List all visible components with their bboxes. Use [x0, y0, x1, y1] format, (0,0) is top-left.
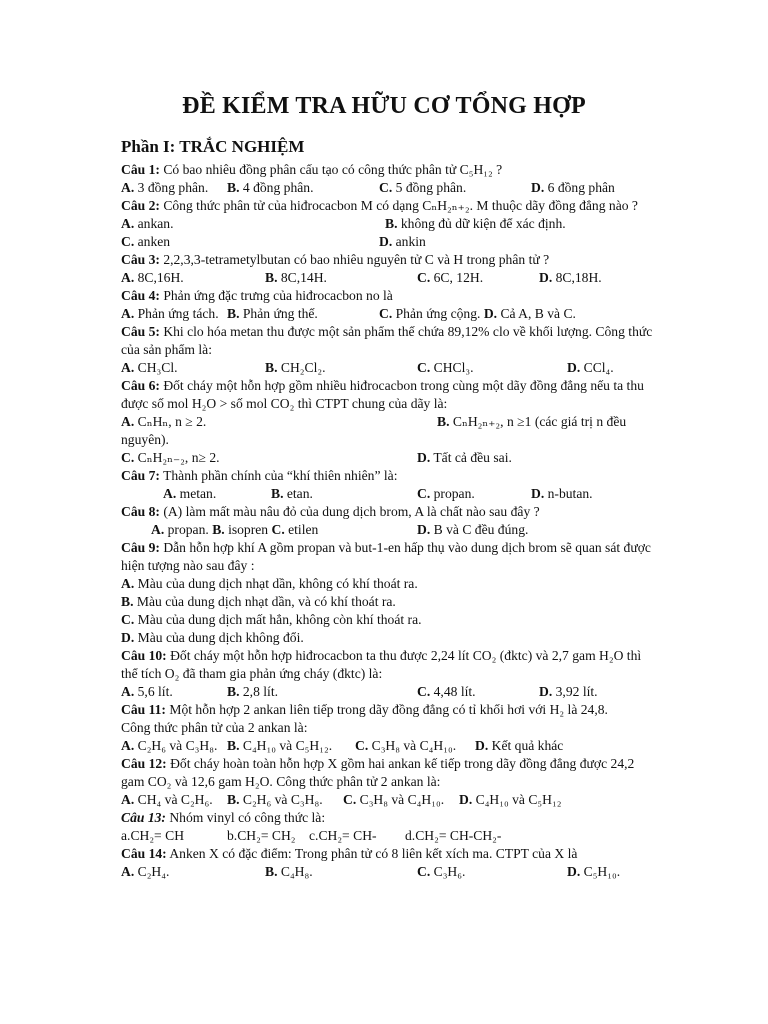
question-5: Câu 5: Khi clo hóa metan thu được một sản phẩm thế chứa 89,12% clo về khối lượng. Công thức: [121, 324, 653, 339]
question-6-option-b-cont: nguyên).: [121, 432, 169, 447]
question-2: Câu 2: Công thức phân tử của hiđrocacbon M có dạng CₙH₂ₙ₊₂. M thuộc dãy đồng đẳng nào ?: [121, 198, 638, 213]
exam-page: ĐỀ KIỂM TRA HỮU CƠ TỔNG HỢP Phần I: TRẮC NGHIỆM Câu 1: Có bao nhiêu đồng phân cấu tạo có công thức phân tử C₅H₁₂ ? A. 3 đồng phân. B. 4 đồng phân. C. 5 đồng phân. D. 6 đồng phân Câu 2: Công thức phân tử của hiđrocacbon M có dạng CₙH₂ₙ₊₂. M thuộc dãy đồng đẳng nào ? A. ankan. B. không đủ dữ kiện để xác định. C. anken D. ankin Câu 3: 2,2,3,3-tetrametylbutan có bao nhiêu nguyên tử C và H trong phân tử ? A. 8C,16H. B. 8C,14H. C. 6C, 12H. D. 8C,18H. Câu 4: Phản ứng đặc trưng của hiđrocacbon no là A. Phản ứng tách. B. Phản ứng thế. C. Phản ứng cộng. D. Cả A, B và C. Câu 5: Khi clo hóa metan thu được một sản phẩm thế chứa 89,12% clo về khối lượng. Công thức của sản phẩm là: A. CH₃Cl. B. CH₂Cl₂. C. CHCl₃. D. CCl₄. Câu 6: Đốt cháy một hỗn hợp gồm nhiều hiđrocacbon trong cùng một dãy đồng đẳng nếu ta thu được số mol H₂O > số mol CO₂ thì CTPT chung của dãy là: A. CₙHₙ, n ≥ 2. B. CₙH₂ₙ₊₂, n ≥1 (các giá trị n đều nguyên). C. CₙH₂ₙ₋₂, n≥ 2. D. Tất cả đều sai. Câu 7: Thành phần chính của “khí thiên nhiên” là: A. metan. B. etan. C. propan. D. n-butan. Câu 8: (A) làm mất màu nâu đỏ của dung dịch brom, A là chất nào sau đây ? A. propan. B. isopren C. etilen D. B và C đều đúng. Câu 9: Dẫn hỗn hợp khí A gồm propan và but-1-en hấp thụ vào dung dịch brom sẽ quan sát được hiện tượng nào sau đây : A. Màu của dung dịch nhạt dần, không có khí thoát ra. B. Màu của dung dịch nhạt dần, và có khí thoát ra. C. Màu của dung dịch mất hẳn, không còn khí thoát ra. D. Màu của dung dịch không đổi. Câu 10: Đốt cháy một hỗn hợp hiđrocacbon ta thu được 2,24 lít CO₂ (đktc) và 2,7 gam H₂O thì thể tích O₂ đã tham gia phản ứng cháy (đktc) là: A. 5,6 lít. B. 2,8 lít. C. 4,48 lít. D. 3,92 lít. Câu 11: Một hỗn hợp 2 ankan liên tiếp trong dãy đồng đẳng có tỉ khối hơi với H₂ là 24,8. Công thức phân tử của 2 ankan là: A. C₂H₆ và C₃H₈. B. C₄H₁₀ và C₅H₁₂. C. C₃H₈ và C₄H₁₀. D. Kết quả khác Câu 12: Đốt cháy hoàn toàn hỗn hợp X gồm hai ankan kế tiếp trong dãy đồng đẳng được 24,2 gam CO₂ và 12,6 gam H₂O. Công thức phân tử 2 ankan là: A. CH₄ và C₂H₆. B. C₂H₆ và C₃H₈. C. C₃H₈ và C₄H₁₀. D. C₄H₁₀ và C₅H₁₂ Câu 13: Nhóm vinyl có công thức là: a.CH₂= CH b.CH₂= CH₂ c.CH₂= CH- d.CH₂= CH-CH₂- Câu 14: Anken X có đặc điểm: Trong phân tử có 8 liên kết xích ma. CTPT của X là A. C₂H₄. B. C₄H₈. C. C₃H₆. D. C₅H₁₀.: [0, 0, 768, 1024]
exam-title: ĐỀ KIỂM TRA HỮU CƠ TỔNG HỢP: [182, 93, 586, 119]
question-4: Câu 4: Phản ứng đặc trưng của hiđrocacbon no là: [121, 288, 393, 303]
question-7: Câu 7: Thành phần chính của “khí thiên nhiên” là:: [121, 468, 398, 483]
question-9-option-d: D. Màu của dung dịch không đổi.: [121, 630, 304, 645]
question-1: Câu 1: Có bao nhiêu đồng phân cấu tạo có công thức phân tử C₅H₁₂ ?: [121, 162, 503, 177]
question-11: Câu 11: Một hỗn hợp 2 ankan liên tiếp trong dãy đồng đẳng có tỉ khối hơi với H₂ là 24,8.: [121, 702, 608, 717]
question-14: Câu 14: Anken X có đặc điểm: Trong phân tử có 8 liên kết xích ma. CTPT của X là: [121, 846, 578, 861]
question-9-option-c: C. Màu của dung dịch mất hẳn, không còn khí thoát ra.: [121, 612, 422, 627]
section-heading: Phần I: TRẮC NGHIỆM: [121, 137, 305, 156]
question-9-option-a: A. Màu của dung dịch nhạt dần, không có khí thoát ra.: [121, 576, 418, 591]
question-9-option-b: B. Màu của dung dịch nhạt dần, và có khí thoát ra.: [121, 594, 396, 609]
question-8: Câu 8: (A) làm mất màu nâu đỏ của dung dịch brom, A là chất nào sau đây ?: [121, 504, 540, 519]
question-13: Câu 13: Nhóm vinyl có công thức là:: [121, 810, 326, 825]
question-12: Câu 12: Đốt cháy hoàn toàn hỗn hợp X gồm hai ankan kế tiếp trong dãy đồng đẳng được 24,2: [121, 756, 635, 771]
question-6-cont: được số mol H₂O > số mol CO₂ thì CTPT chung của dãy là:: [121, 396, 448, 411]
question-9: Câu 9: Dẫn hỗn hợp khí A gồm propan và but-1-en hấp thụ vào dung dịch brom sẽ quan sát được: [121, 540, 651, 555]
question-6: Câu 6: Đốt cháy một hỗn hợp gồm nhiều hiđrocacbon trong cùng một dãy đồng đẳng nếu ta thu: [121, 378, 644, 393]
question-10-cont: thể tích O₂ đã tham gia phản ứng cháy (đktc) là:: [121, 666, 383, 681]
question-3: Câu 3: 2,2,3,3-tetrametylbutan có bao nhiêu nguyên tử C và H trong phân tử ?: [121, 252, 550, 267]
question-10: Câu 10: Đốt cháy một hỗn hợp hiđrocacbon ta thu được 2,24 lít CO₂ (đktc) và 2,7 gam H₂O thì: [121, 648, 642, 663]
question-11-cont: Công thức phân tử của 2 ankan là:: [121, 720, 308, 735]
question-12-cont: gam CO₂ và 12,6 gam H₂O. Công thức phân tử 2 ankan là:: [121, 774, 441, 789]
question-5-cont: của sản phẩm là:: [121, 342, 212, 357]
question-9-cont: hiện tượng nào sau đây :: [121, 558, 255, 573]
